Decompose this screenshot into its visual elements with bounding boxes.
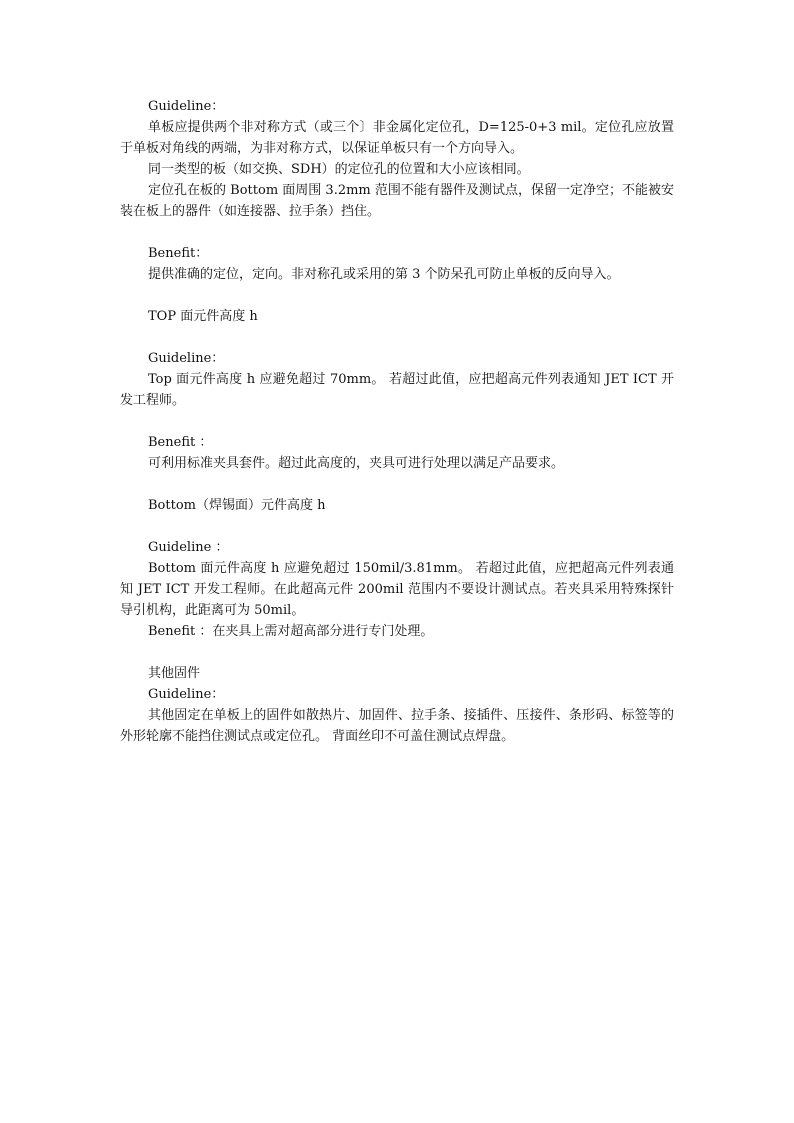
guideline-label: Guideline ： bbox=[148, 540, 229, 555]
section-title: Bottom（焊锡面）元件高度 h bbox=[148, 498, 326, 513]
guideline-label: Guideline： bbox=[148, 687, 225, 702]
guideline-label: Guideline： bbox=[148, 351, 225, 366]
paragraph: 提供准确的定位，定向。非对称孔或采用的第 3 个防呆孔可防止单板的反向导入。 bbox=[148, 267, 620, 282]
guideline-label: Guideline： bbox=[148, 99, 225, 114]
paragraph: 其他固定在单板上的固件如散热片、加固件、拉手条、接插件、压接件、条形码、标签等的外形轮廓不能挡住测试点或定位孔。 背面丝印不可盖住测试点焊盘。 bbox=[120, 708, 674, 744]
paragraph: Benefit ：在夹具上需对超高部分进行专门处理。 bbox=[148, 624, 434, 639]
section-title: 其他固件 bbox=[148, 666, 201, 681]
paragraph: 定位孔在板的 Bottom 面周围 3.2mm 范围不能有器件及测试点，保留一定净空；不能被安装在板上的器件（如连接器、拉手条）挡住。 bbox=[120, 183, 674, 219]
paragraph: Top 面元件高度 h 应避免超过 70mm。 若超过此值，应把超高元件列表通知 JET ICT 开发工程师。 bbox=[120, 372, 674, 408]
paragraph: 可利用标准夹具套件。超过此高度的，夹具可进行处理以满足产品要求。 bbox=[148, 456, 565, 471]
paragraph: Bottom 面元件高度 h 应避免超过 150mil/3.81mm。 若超过此值，应把超高元件列表通知 JET ICT 开发工程师。在此超高元件 200mil 范围内不要设计测试点。若夹具采用特殊探针导引机构，此距离可为 50mil。 bbox=[120, 561, 674, 618]
benefit-label: Benefit ： bbox=[148, 435, 213, 450]
benefit-label: Benefit： bbox=[148, 246, 209, 261]
paragraph: 同一类型的板（如交换、SDH）的定位孔的位置和大小应该相同。 bbox=[148, 162, 530, 177]
document-body bbox=[120, 96, 674, 747]
section-title: TOP 面元件高度 h bbox=[148, 309, 258, 324]
paragraph: 单板应提供两个非对称方式（或三个〕非金属化定位孔，D=125-0+3 mil。定位孔应放置于单板对角线的两端，为非对称方式，以保证单板只有一个方向导入。 bbox=[120, 120, 674, 156]
